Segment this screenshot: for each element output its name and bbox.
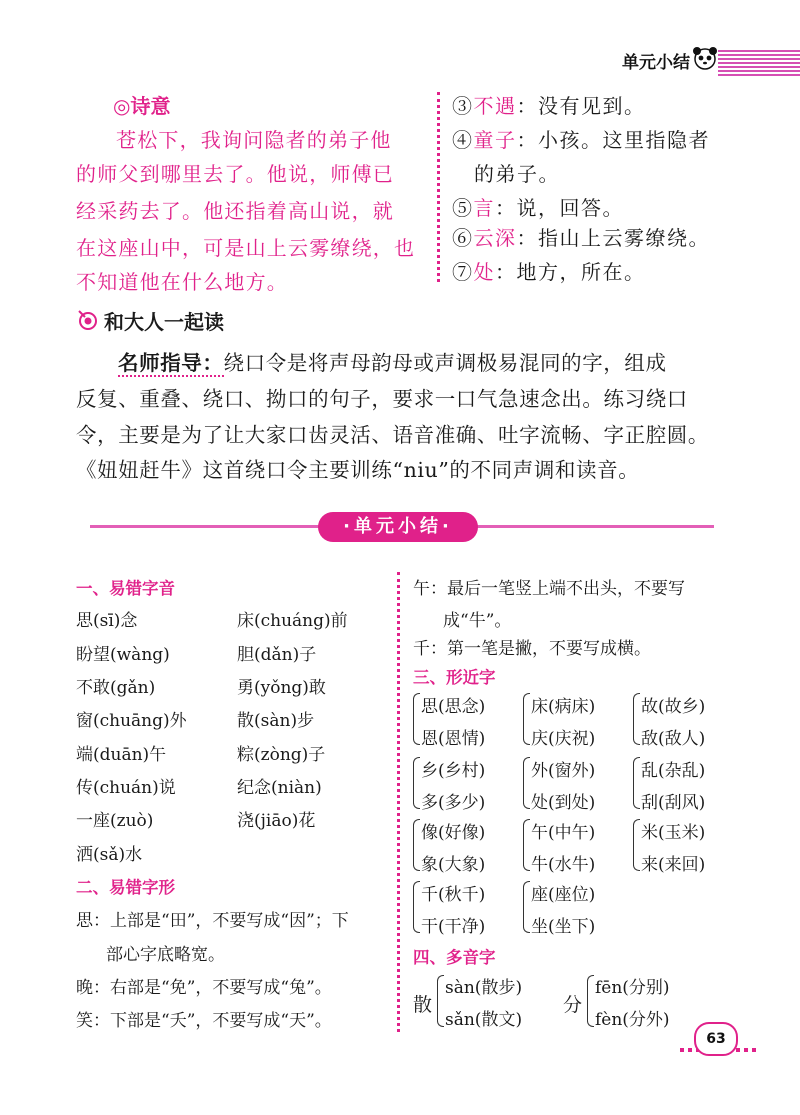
- polyphone-reading: sǎn(散文): [445, 1010, 523, 1030]
- panda-icon: [690, 44, 720, 72]
- similar-char: 乱(杂乱): [641, 761, 706, 781]
- similar-char: 坐(坐下): [531, 917, 596, 937]
- brace: [413, 819, 420, 871]
- word-item: 端(duān)午: [76, 745, 167, 765]
- polyphone-reading: sàn(散步): [445, 978, 523, 998]
- section-title-polyphone: 四、多音字: [413, 948, 496, 967]
- column-divider: [437, 92, 440, 282]
- word-item: 窗(chuāng)外: [76, 711, 187, 731]
- glyph-note: 午：最后一笔竖上端不出头，不要写: [413, 579, 685, 599]
- word-item: 床(chuáng)前: [237, 611, 348, 631]
- note-item: ⑦处：地方，所在。: [452, 260, 646, 284]
- banner-rule-left: [90, 525, 322, 528]
- similar-char: 来(来回): [641, 855, 706, 875]
- similar-char: 庆(庆祝): [531, 729, 596, 749]
- reading-icon: [76, 308, 100, 332]
- brace: [523, 819, 530, 871]
- brace: [633, 819, 640, 871]
- polyphone-char: 散: [413, 994, 433, 1016]
- similar-char: 思(思念): [421, 697, 486, 717]
- unit-summary-banner: ·单元小结·: [318, 512, 478, 542]
- poem-line: 苍松下，我询问隐者的弟子他: [116, 128, 392, 152]
- poem-line: 不知道他在什么地方。: [76, 270, 288, 294]
- brace: [523, 757, 530, 809]
- guide-paragraph: 反复、重叠、绕口、拗口的句子，要求一口气急速念出。练习绕口: [76, 387, 688, 411]
- read-together-title: 和大人一起读: [104, 310, 224, 334]
- guide-paragraph: 《妞妞赶牛》这首绕口令主要训练“niu”的不同声调和读音。: [76, 458, 640, 482]
- guide-paragraph: 令，主要是为了让大家口齿灵活、语音准确、吐字流畅、字正腔圆。: [76, 423, 709, 447]
- word-item: 盼望(wàng): [76, 645, 170, 665]
- note-item: ⑤言：说，回答。: [452, 196, 624, 220]
- word-item: 粽(zòng)子: [237, 745, 326, 765]
- column-divider: [397, 572, 400, 1032]
- word-item: 一座(zuò): [76, 811, 154, 831]
- word-item: 洒(sǎ)水: [76, 845, 143, 865]
- polyphone-char: 分: [563, 994, 583, 1016]
- similar-char: 象(大象): [421, 855, 486, 875]
- poem-meaning-title: ◎诗意: [113, 94, 171, 118]
- similar-char: 米(玉米): [641, 823, 706, 843]
- similar-char: 千(秋千): [421, 885, 486, 905]
- similar-char: 干(干净): [421, 917, 486, 937]
- glyph-note: 部心字底略宽。: [106, 945, 225, 965]
- guide-label: 名师指导：: [118, 351, 224, 375]
- similar-char: 敌(敌人): [641, 729, 706, 749]
- header-stripes: [718, 50, 800, 78]
- similar-char: 恩(恩情): [421, 729, 486, 749]
- similar-char: 多(多少): [421, 793, 486, 813]
- word-item: 散(sàn)步: [237, 711, 315, 731]
- glyph-note: 思：上部是“田”，不要写成“因”；下: [76, 911, 349, 931]
- note-item: ④童子：小孩。这里指隐者: [452, 128, 710, 152]
- similar-char: 刮(刮风): [641, 793, 706, 813]
- similar-char: 座(座位): [531, 885, 596, 905]
- note-item: 的弟子。: [474, 162, 560, 186]
- word-item: 不敢(gǎn): [76, 678, 156, 698]
- brace: [633, 757, 640, 809]
- similar-char: 故(故乡): [641, 697, 706, 717]
- brace: [413, 757, 420, 809]
- page-number: 63: [694, 1022, 738, 1056]
- glyph-note: 千：第一笔是撇，不要写成横。: [413, 639, 651, 659]
- glyph-note: 晚：右部是“免”，不要写成“兔”。: [76, 978, 332, 998]
- poem-line: 的师父到哪里去了。他说，师傅已: [76, 162, 394, 186]
- word-item: 纪念(niàn): [237, 778, 322, 798]
- polyphone-reading: fēn(分别): [595, 978, 670, 998]
- section-title-pronunciation: 一、易错字音: [76, 579, 175, 598]
- poem-line: 在这座山中，可是山上云雾缭绕，也: [76, 236, 416, 260]
- similar-char: 午(中午): [531, 823, 596, 843]
- brace: [413, 693, 420, 745]
- similar-char: 乡(乡村): [421, 761, 486, 781]
- polyphone-reading: fèn(分外): [595, 1010, 670, 1030]
- section-title-similar: 三、形近字: [413, 668, 496, 687]
- brace: [587, 975, 594, 1027]
- similar-char: 像(好像): [421, 823, 486, 843]
- glyph-note: 成“牛”。: [443, 611, 512, 631]
- word-item: 胆(dǎn)子: [237, 645, 317, 665]
- similar-char: 牛(水牛): [531, 855, 596, 875]
- similar-char: 外(窗外): [531, 761, 596, 781]
- glyph-note: 笑：下部是“夭”，不要写成“天”。: [76, 1011, 332, 1031]
- note-item: ③不遇：没有见到。: [452, 94, 646, 118]
- header-label: 单元小结: [622, 53, 690, 73]
- brace: [437, 975, 444, 1027]
- brace: [523, 881, 530, 933]
- section-title-glyph: 二、易错字形: [76, 878, 175, 897]
- guide-paragraph: 名师指导：绕口令是将声母韵母或声调极易混同的字，组成: [118, 351, 667, 375]
- poem-line: 经采药去了。他还指着高山说，就: [76, 199, 394, 223]
- similar-char: 处(到处): [531, 793, 596, 813]
- brace: [413, 881, 420, 933]
- word-item: 传(chuán)说: [76, 778, 176, 798]
- word-item: 浇(jiāo)花: [237, 811, 316, 831]
- word-item: 思(sī)念: [76, 611, 138, 631]
- banner-rule-right: [474, 525, 714, 528]
- brace: [523, 693, 530, 745]
- brace: [633, 693, 640, 745]
- similar-char: 床(病床): [531, 697, 596, 717]
- word-item: 勇(yǒng)敢: [237, 678, 326, 698]
- note-item: ⑥云深：指山上云雾缭绕。: [452, 226, 710, 250]
